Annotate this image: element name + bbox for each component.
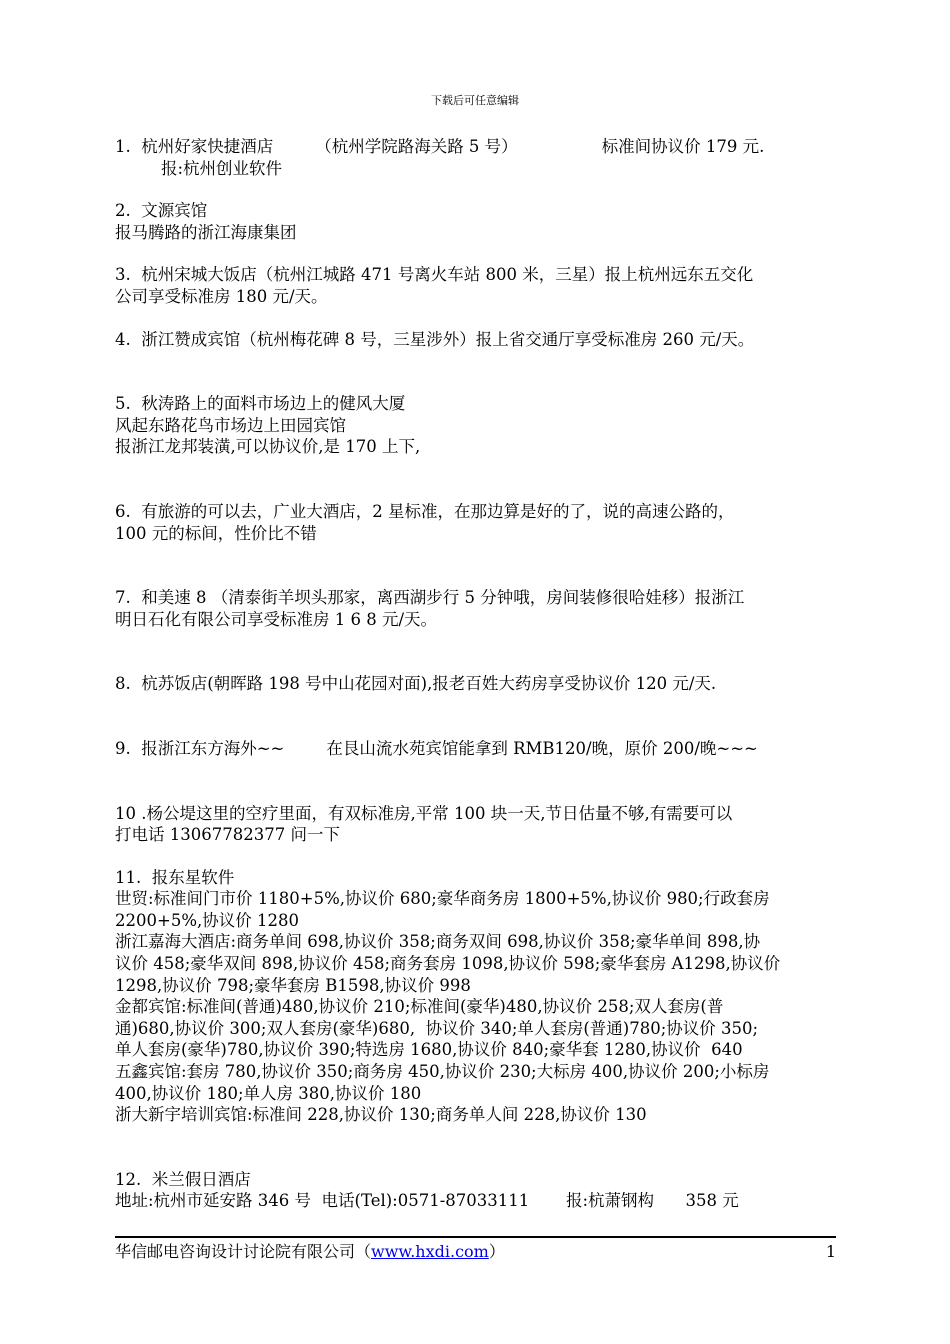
entry-line: 5. 秋涛路上的面料市场边上的健风大厦 xyxy=(115,394,406,414)
entry-2 xyxy=(115,200,845,243)
footer-link[interactable]: www.hxdi.com xyxy=(371,1242,489,1261)
entry-3 xyxy=(115,264,845,307)
page-footer xyxy=(115,1242,836,1262)
entry-line: 8. 杭苏饭店(朝晖路 198 号中山花园对面),报老百姓大药房享受协议价 120 元/天. xyxy=(115,674,717,694)
entry-line: 10 .杨公堤这里的空疗里面，有双标准房,平常 100 块一天,节日估量不够,有需要可以 xyxy=(115,803,733,823)
entry-line: 7. 和美速 8 （清泰街羊坝头那家，离西湖步行 5 分钟哦，房间装修很哈娃移）报浙江 xyxy=(115,588,745,608)
footer-close: ） xyxy=(488,1242,505,1261)
entry-line: 打电话 13067782377 问一下 xyxy=(115,825,340,845)
entry-line: 12. 米兰假日酒店 xyxy=(115,1169,251,1189)
entry-10 xyxy=(115,803,845,846)
entry-line: 6. 有旅游的可以去，广业大酒店，2 星标准，在那边算是好的了，说的高速公路的， xyxy=(115,501,735,521)
entry-6 xyxy=(115,501,845,544)
entry-8 xyxy=(115,673,845,695)
entry-line: 浙江嘉海大酒店:商务单间 698,协议价 358;商务双间 698,协议价 358;豪华单间 898,协 xyxy=(115,932,761,952)
entry-line: 通)680,协议价 300;双人套房(豪华)680, 协议价 340;单人套房(普通)780;协议价 350; xyxy=(115,1018,759,1038)
entry-line: 世贸:标准间门市价 1180+5%,协议价 680;豪华商务房 1800+5%,协议价 980;行政套房 xyxy=(115,889,770,909)
entry-11 xyxy=(115,867,845,1126)
entry-12 xyxy=(115,1169,845,1212)
page-number: 1 xyxy=(825,1242,836,1261)
footer-divider xyxy=(115,1236,836,1238)
entry-line: 1298,协议价 798;豪华套房 B1598,协议价 998 xyxy=(115,975,471,995)
entry-line: 议价 458;豪华双间 898,协议价 458;商务套房 1098,协议价 598;豪华套房 A1298,协议价 xyxy=(115,954,781,974)
entry-line: 明日石化有限公司享受标准房 1 6 8 元/天。 xyxy=(115,609,438,629)
entry-line: 五鑫宾馆:套房 780,协议价 350;商务房 450,协议价 230;大标房 400,协议价 200;小标房 xyxy=(115,1062,770,1082)
entry-line: 4. 浙江赞成宾馆（杭州梅花碑 8 号，三星涉外）报上省交通厅享受标准房 260 元/天。 xyxy=(115,329,755,349)
entry-line: 11. 报东星软件 xyxy=(115,867,235,887)
entry-line: 公司享受标准房 180 元/天。 xyxy=(115,286,328,306)
entry-line: 1. 杭州好家快捷酒店 （杭州学院路海关路 5 号） 标准间协议价 179 元. xyxy=(115,137,765,156)
page-header-note: 下载后可任意编辑 xyxy=(431,94,519,107)
entry-4 xyxy=(115,329,845,351)
entry-line: 100 元的标间，性价比不错 xyxy=(115,523,317,543)
entry-line: 报浙江龙邦装潢,可以协议价,是 170 上下, xyxy=(115,437,421,457)
entry-line: 2200+5%,协议价 1280 xyxy=(115,910,299,930)
entry-9 xyxy=(115,738,845,760)
entry-line: 9. 报浙江东方海外~~ 在艮山流水苑宾馆能拿到 RMB120/晚，原价 200/晚~~~ xyxy=(115,738,758,758)
entry-line: 地址:杭州市延安路 346 号 电话(Tel):0571-87033111 报:杭萧钢构 358 元 xyxy=(115,1191,739,1211)
entry-line: 报马腾路的浙江海康集团 xyxy=(115,222,297,242)
document-body xyxy=(115,136,845,1212)
entry-line: 报:杭州创业软件 xyxy=(161,158,283,178)
entry-line: 浙大新宇培训宾馆:标准间 228,协议价 130;商务单人间 228,协议价 130 xyxy=(115,1105,647,1125)
entry-line: 3. 杭州宋城大饭店（杭州江城路 471 号离火车站 800 米，三星）报上杭州远东五交化 xyxy=(115,265,754,285)
entry-line: 单人套房(豪华)780,协议价 390;特选房 1680,协议价 840;豪华套 1280,协议价 640 xyxy=(115,1040,743,1060)
footer-company: 华信邮电咨询设计讨论院有限公司（ xyxy=(115,1242,372,1261)
entry-line: 金都宾馆:标准间(普通)480,协议价 210;标准间(豪华)480,协议价 258;双人套房(普 xyxy=(115,997,724,1017)
entry-1 xyxy=(115,136,845,179)
entry-line: 2. 文源宾馆 xyxy=(115,201,208,221)
entry-5 xyxy=(115,393,845,458)
entry-7 xyxy=(115,587,845,630)
entry-line: 400,协议价 180;单人房 380,协议价 180 xyxy=(115,1083,422,1103)
entry-line: 风起东路花鸟市场边上田园宾馆 xyxy=(115,415,346,435)
